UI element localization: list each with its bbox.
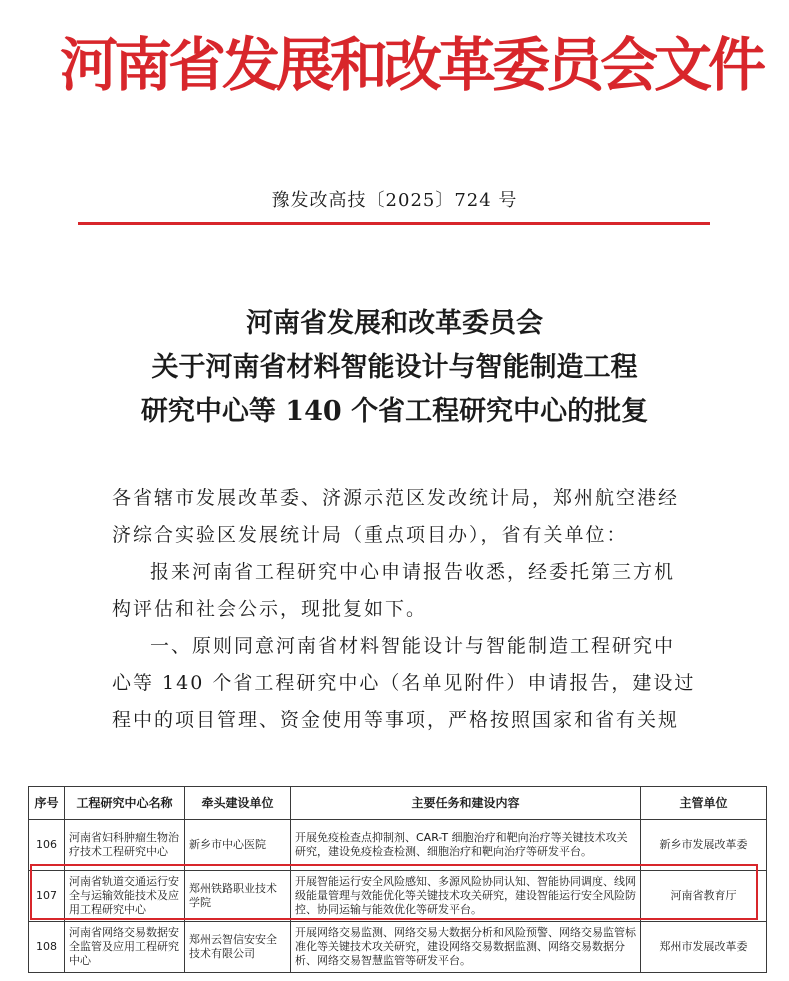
red-divider-line [78,222,710,225]
header-tasks: 主要任务和建设内容 [291,787,641,820]
engineering-center-table [28,786,767,973]
paragraph-2-line-2: 心等 140 个省工程研究中心（名单见附件）申请报告，建设过 [112,672,696,694]
title-line-1: 河南省发展和改革委员会 [246,308,543,339]
center-name: 河南省妇科肿瘤生物治疗技术工程研究中心 [65,820,185,871]
attachment-table-excerpt [28,786,766,976]
title-line-3: 研究中心等 140 个省工程研究中心的批复 [140,396,649,427]
table-row [29,922,767,973]
paragraph-1-line-1: 报来河南省工程研究中心申请报告收悉，经委托第三方机 [150,561,676,583]
document-number: 豫发改高技〔2025〕724 号 [271,190,518,211]
paragraph-2-line-3: 程中的项目管理、资金使用等事项，严格按照国家和省有关规 [112,709,680,731]
center-name: 河南省轨道交通运行安全与运输效能技术及应用工程研究中心 [65,871,185,922]
title-line-2: 关于河南省材料智能设计与智能制造工程 [151,352,638,383]
table-row [29,820,767,871]
main-tasks: 开展免疫检查点抑制剂、CAR-T 细胞治疗和靶向治疗等关键技术攻关研究，建设免疫检查检测、细胞治疗和靶向治疗等研发平台。 [291,820,641,871]
document-masthead: 河南省发展和改革委员会文件 [60,31,763,99]
header-seq: 序号 [29,787,65,820]
authority: 新乡市发展改革委 [641,820,767,871]
row-number: 108 [29,922,65,973]
main-tasks: 开展网络交易监测、网络交易大数据分析和风险预警、网络交易监管标准化等关键技术攻关研究，建设网络交易数据监测、网络交易数据分析、网络交易智慧监管等研发平台。 [291,922,641,973]
center-name: 河南省网络交易数据安全监管及应用工程研究中心 [65,922,185,973]
document-title [0,302,789,434]
lead-unit: 郑州铁路职业技术学院 [185,871,291,922]
header-center-name: 工程研究中心名称 [65,787,185,820]
main-tasks: 开展智能运行安全风险感知、多源风险协同认知、智能协同调度、线网级能量管理与效能优化等关键技术攻关研究，建设智能运行安全风险防控、协同运输与能效优化等研发平台。 [291,871,641,922]
paragraph-2-line-1: 一、原则同意河南省材料智能设计与智能制造工程研究中 [150,635,676,657]
header-authority: 主管单位 [641,787,767,820]
authority: 河南省教育厅 [641,871,767,922]
lead-unit: 新乡市中心医院 [185,820,291,871]
header-lead-unit: 牵头建设单位 [185,787,291,820]
addressee-line-2: 济综合实验区发展统计局（重点项目办），省有关单位： [112,524,628,546]
paragraph-1-line-2: 构评估和社会公示，现批复如下。 [112,598,428,620]
table-row-highlighted [29,871,767,922]
lead-unit: 郑州云智信安安全技术有限公司 [185,922,291,973]
table-header-row [29,787,767,820]
row-number: 107 [29,871,65,922]
document-body [112,480,712,739]
addressee-line-1: 各省辖市发展改革委、济源示范区发改统计局，郑州航空港经 [112,487,680,509]
authority: 郑州市发展改革委 [641,922,767,973]
row-number: 106 [29,820,65,871]
